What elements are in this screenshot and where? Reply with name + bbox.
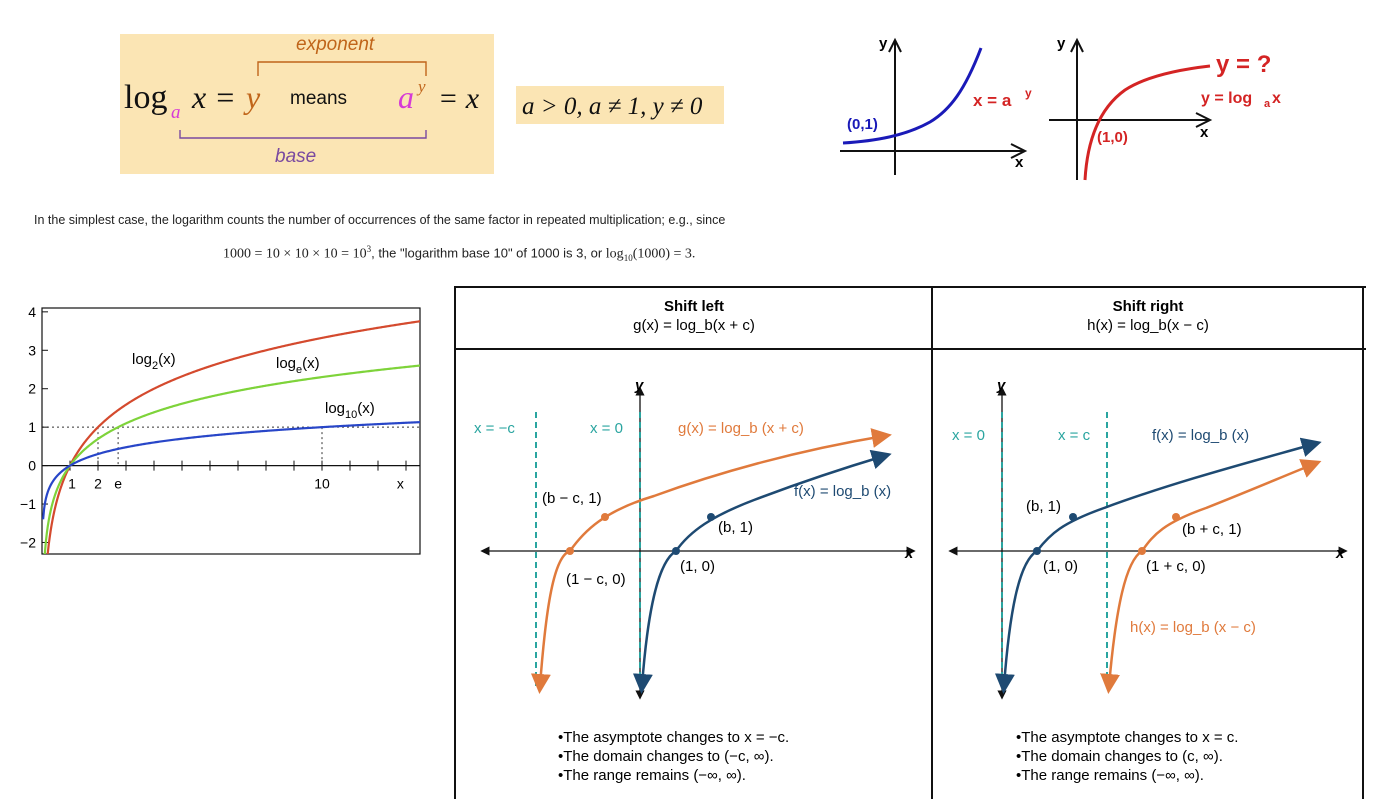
right-formula: h(x) = log_b(x − c) <box>1087 317 1209 334</box>
means-word: means <box>290 88 348 109</box>
right-pt-b-plus-c-label: (b + c, 1) <box>1182 521 1242 538</box>
series-loge(x) <box>43 366 420 558</box>
formula-lhs: 1000 = 10 × 10 × 10 = 10 <box>223 246 367 262</box>
right-point-1 <box>1033 547 1041 555</box>
y-tick-1: 1 <box>28 419 36 436</box>
left-g-label: g(x) = log_b (x + c) <box>678 420 804 437</box>
label-log10-sub: 10 <box>345 409 358 421</box>
right-y-label: y <box>997 377 1006 394</box>
y-tick-0: 0 <box>28 457 36 474</box>
y-tick-4: 4 <box>28 306 36 320</box>
exp-y-label: y <box>879 35 888 52</box>
x-tick-2: 2 <box>94 475 102 492</box>
chart-frame <box>42 308 420 554</box>
x-equals: x = <box>192 79 236 115</box>
label-log2-tail: (x) <box>158 351 176 368</box>
right-bullet-3: •The range remains (−∞, ∞). <box>1016 767 1204 784</box>
y-tick-3: 3 <box>28 342 36 359</box>
left-point-b-minus-c <box>601 513 609 521</box>
label-loge-tail: (x) <box>302 355 320 372</box>
log-eq-label: y = log <box>1201 90 1253 107</box>
y-superscript: y <box>418 77 426 96</box>
left-bullet-3: •The range remains (−∞, ∞). <box>558 767 746 784</box>
left-title: Shift left <box>664 298 724 315</box>
right-point-b-plus-c <box>1172 513 1180 521</box>
exp-eq-label: x = a <box>973 91 1012 110</box>
log-bases-chart <box>14 306 422 558</box>
left-x-label: x <box>905 545 914 562</box>
chart-series <box>43 321 420 558</box>
left-f-label: f(x) = log_b (x) <box>794 483 892 500</box>
left-bullet-2: •The domain changes to (−c, ∞). <box>558 748 774 765</box>
right-f-label: f(x) = log_b (x) <box>1152 427 1250 444</box>
left-pt-1-label: (1, 0) <box>680 558 716 575</box>
right-h-curve <box>1109 464 1314 686</box>
exp-point-label: (0,1) <box>847 116 878 133</box>
right-title: Shift right <box>1112 298 1184 315</box>
left-point-1 <box>672 547 680 555</box>
log-eq-tail: x <box>1272 90 1281 107</box>
x-tick-e: e <box>114 475 123 492</box>
label-loge-word: log <box>276 355 297 372</box>
exponent-bracket <box>258 62 426 76</box>
right-asym-c-label: x = c <box>1058 427 1091 444</box>
formula-end: (1000) = 3. <box>632 246 696 262</box>
base-subscript: a <box>171 102 181 123</box>
label-loge-sub: e <box>296 364 303 376</box>
label-log2-word: log <box>132 351 153 368</box>
log-x-label: x <box>1200 124 1209 141</box>
label-log2 <box>132 351 176 372</box>
right-h-label: h(x) = log_b (x − c) <box>1130 619 1256 636</box>
x-axis-label: x <box>396 475 404 492</box>
y-variable: y <box>246 79 261 115</box>
exp-x-label: x <box>1015 154 1024 171</box>
base-label: base <box>275 146 317 167</box>
formula-sub: 10 <box>623 252 633 263</box>
a-variable: a <box>398 79 414 115</box>
log-word: log <box>124 79 168 116</box>
right-point-1-plus-c <box>1138 547 1146 555</box>
series-log2(x) <box>43 321 420 558</box>
conditions <box>516 86 724 124</box>
formula-mid: , the "logarithm base 10" of 1000 is 3, or <box>371 245 606 261</box>
right-pt-b-label: (b, 1) <box>1026 498 1062 515</box>
left-pt-b-label: (b, 1) <box>718 519 754 536</box>
equals-x: = x <box>438 82 480 115</box>
left-point-1-minus-c <box>566 547 574 555</box>
left-asym-zero-label: x = 0 <box>590 420 623 437</box>
definition-formula <box>120 34 494 174</box>
label-log10-tail: (x) <box>357 400 375 417</box>
right-pt-1-plus-c-label: (1 + c, 0) <box>1146 558 1206 575</box>
y-tick-2: 2 <box>28 380 36 397</box>
caption-formula <box>223 244 695 263</box>
label-log2-sub: 2 <box>152 360 159 372</box>
right-point-b <box>1069 513 1077 521</box>
left-asym-neg-c-label: x = −c <box>474 420 515 437</box>
left-formula: g(x) = log_b(x + c) <box>633 317 755 334</box>
conditions-text: a > 0, a ≠ 1, y ≠ 0 <box>522 93 703 120</box>
inverse-graphs <box>835 30 1305 190</box>
y-tick-minus-2: −2 <box>20 534 36 551</box>
label-log10-word: log <box>325 400 346 417</box>
label-loge <box>276 355 320 376</box>
log-eq-sub: a <box>1264 98 1271 110</box>
label-log10 <box>325 400 375 421</box>
formula-log: log <box>605 246 624 262</box>
formula-sup: 3 <box>366 244 372 254</box>
right-bullet-1: •The asymptote changes to x = c. <box>1016 729 1239 746</box>
log-y-label: y <box>1057 35 1066 52</box>
log-curve <box>1085 66 1210 180</box>
x-tick-10: 10 <box>314 475 330 492</box>
y-tick-minus-1: −1 <box>20 496 36 513</box>
left-pt-1-minus-c-label: (1 − c, 0) <box>566 571 626 588</box>
caption-text: In the simplest case, the logarithm counts the number of occurrences of the same factor in repeated multiplication; e.g., since <box>34 213 726 227</box>
shift-table <box>454 286 1366 799</box>
log-question: y = ? <box>1216 51 1272 78</box>
log-point-label: (1,0) <box>1097 129 1128 146</box>
left-bullet-1: •The asymptote changes to x = −c. <box>558 729 790 746</box>
left-point-b <box>707 513 715 521</box>
base-bracket <box>180 130 426 138</box>
left-y-label: y <box>635 377 644 394</box>
exp-eq-sup: y <box>1025 86 1032 100</box>
exponent-label: exponent <box>296 34 375 55</box>
right-pt-1-label: (1, 0) <box>1043 558 1079 575</box>
right-asym-zero-label: x = 0 <box>952 427 985 444</box>
right-bullet-2: •The domain changes to (c, ∞). <box>1016 748 1223 765</box>
x-tick-1: 1 <box>68 475 76 492</box>
left-pt-b-minus-c-label: (b − c, 1) <box>542 490 602 507</box>
right-x-label: x <box>1336 545 1345 562</box>
